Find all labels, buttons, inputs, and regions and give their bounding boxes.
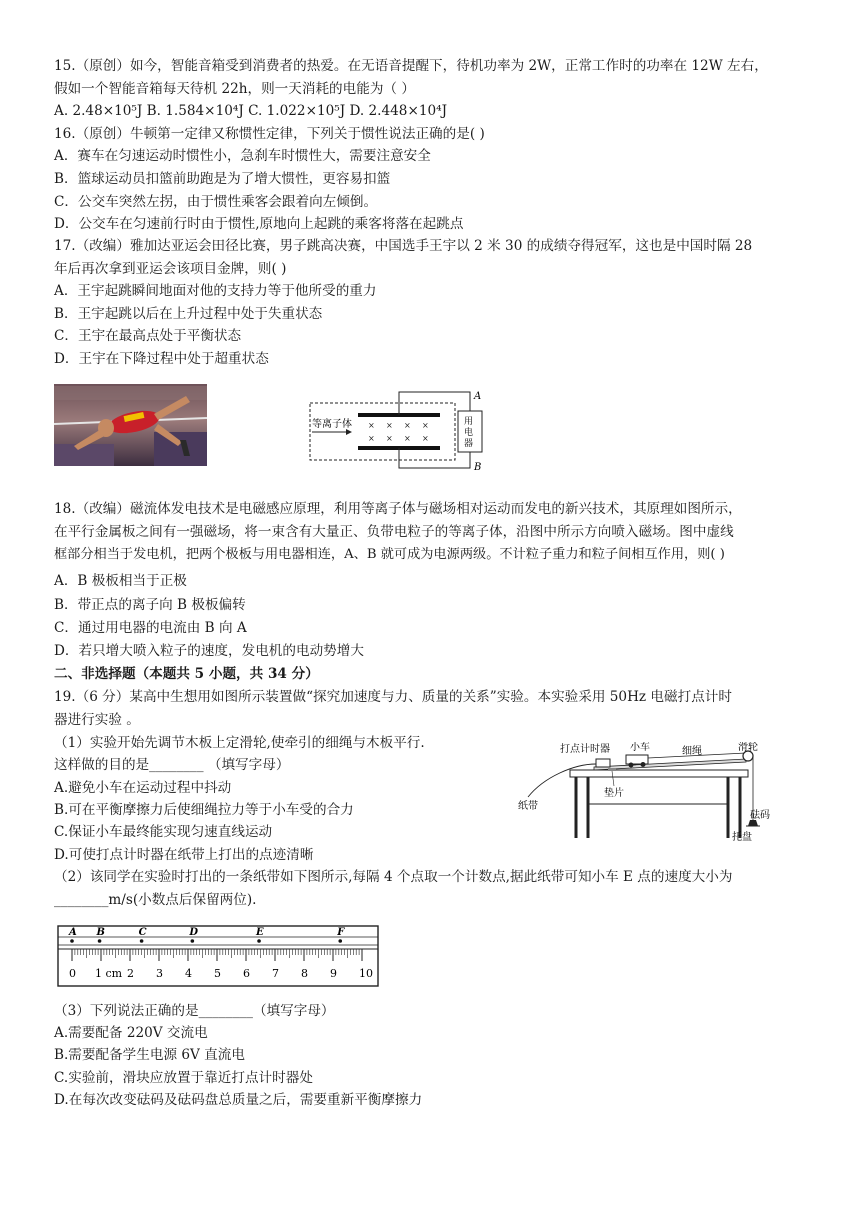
high-jump-photo [54, 384, 207, 466]
ruler-tick-label: 6 [243, 967, 250, 980]
q16-option-b: B．篮球运动员扣篮前助跑是为了增大惯性，更容易扣篮 [54, 171, 391, 187]
q19-part1-option-b: B.可在平衡摩擦力后使细绳拉力等于小车受的合力 [54, 802, 354, 818]
q19-part3-stem: （3）下列说法正确的是________（填写字母） [54, 1003, 335, 1019]
tape-point-label: D [189, 927, 199, 938]
tape-point-label: E [256, 927, 264, 938]
q16-option-a: A．赛车在匀速运动时惯性小，急刹车时惯性大，需要注意安全 [54, 148, 431, 164]
q18-line1: 18.（改编）磁流体发电技术是电磁感应原理，利用等离子体与磁场相对运动而发电的新兴技术，其原理如图所示， [54, 501, 742, 517]
q18-option-a: A．B 极板相当于正极 [54, 573, 187, 589]
q19-part2-line2: ________m/s(小数点后保留两位). [54, 892, 257, 908]
tape-point-label: A [69, 927, 77, 938]
ruler-tape-figure [56, 918, 386, 994]
q19-part1-line2: 这样做的目的是________ （填写字母） [54, 757, 290, 773]
ruler-tick-label: 3 [156, 967, 163, 980]
ruler-tick-label: 4 [185, 967, 192, 980]
cart-label: 小车 [630, 742, 650, 753]
q16-option-d: D．公交车在匀速前行时由于惯性,原地向上起跳的乘客将落在起跳点 [54, 216, 464, 232]
device-label-1: 用 [464, 417, 474, 427]
tape-dot [140, 939, 144, 943]
q17-option-b: B．王宇起跳以后在上升过程中处于失重状态 [54, 306, 323, 322]
q19-part3-option-d: D.在每次改变砝码及砝码盘总质量之后，需要重新平衡摩擦力 [54, 1092, 423, 1108]
pad-label: 垫片 [604, 788, 624, 799]
q19-part1-option-a: A.避免小车在运动过程中抖动 [54, 780, 232, 796]
q19-part3-option-c: C.实验前，滑块应放置于靠近打点计时器处 [54, 1070, 313, 1086]
plasma-label: 等离子体 [312, 419, 352, 430]
q19-part3-option-a: A.需要配备 220V 交流电 [54, 1025, 208, 1041]
pulley-label: 滑轮 [738, 742, 758, 753]
q18-option-d: D．若只增大喷入粒子的速度，发电机的电动势增大 [54, 643, 364, 659]
ruler-tick-label: 9 [330, 967, 337, 980]
q17-option-d: D．王宇在下降过程中处于超重状态 [54, 351, 269, 367]
device-label-3: 器 [464, 439, 474, 449]
field-cross: × [368, 434, 375, 443]
q15-options: A. 2.48×10⁵J B. 1.584×10⁴J C. 1.022×10⁵J D. 2.448×10⁴J [54, 103, 448, 119]
tape-label: 纸带 [518, 801, 538, 812]
string-label: 细绳 [682, 746, 702, 757]
q15-line2: 假如一个智能音箱每天待机 22h，则一天消耗的电能为（ ） [54, 81, 415, 97]
mhd-generator-figure [306, 388, 496, 476]
q19-part3-option-b: B.需要配备学生电源 6V 直流电 [54, 1047, 245, 1063]
field-cross: × [386, 434, 393, 443]
cart-experiment-figure [514, 742, 774, 848]
timer-label: 打点计时器 [560, 744, 610, 755]
ruler-tick-label: 10 [359, 967, 373, 980]
weight-label: 砝码 [750, 810, 770, 821]
q19-part1-line1: （1）实验开始先调节木板上定滑轮,使牵引的细绳与木板平行. [54, 735, 425, 751]
q18-line3: 框部分相当于发电机，把两个极板与用电器相连，A、B 就可成为电源两级。不计粒子重力和粒子间相互作用，则( ) [54, 547, 725, 562]
q18-option-b: B．带正点的离子向 B 极板偏转 [54, 597, 246, 613]
ruler-tick-label: 2 [127, 967, 134, 980]
ruler-tick-label: 5 [214, 967, 221, 980]
ruler-tick-label: 0 [69, 967, 76, 980]
q17-line2: 年后再次拿到亚运会该项目金牌，则( ) [54, 261, 287, 277]
tape-dot [257, 939, 261, 943]
ruler-tick-label: 8 [301, 967, 308, 980]
q17-option-c: C．王宇在最高点处于平衡状态 [54, 328, 242, 344]
ruler-tick-label: 7 [272, 967, 279, 980]
q16-stem: 16.（原创）牛顿第一定律又称惯性定律，下列关于惯性说法正确的是( ) [54, 126, 485, 142]
tape-dot [98, 939, 102, 943]
q19-part2-line1: （2）该同学在实验时打出的一条纸带如下图所示,每隔 4 个点取一个计数点,据此纸带可知小车 E 点的速度大小为 [54, 869, 733, 885]
tray-label: 托盘 [732, 832, 752, 843]
field-cross: × [368, 421, 375, 430]
field-cross: × [404, 434, 411, 443]
label-a: A [474, 391, 482, 402]
q19-part1-option-c: C.保证小车最终能实现匀速直线运动 [54, 824, 273, 840]
field-cross: × [386, 421, 393, 430]
q18-line2: 在平行金属板之间有一强磁场，将一束含有大量正、负带电粒子的等离子体，沿图中所示方向喷入磁场。图中虚线 [54, 524, 734, 540]
q19-line1: 19.（6 分）某高中生想用如图所示装置做“探究加速度与力、质量的关系”实验。本实验采用 50Hz 电磁打点计时 [54, 689, 732, 705]
field-cross: × [422, 434, 429, 443]
tape-point-label: C [138, 927, 147, 938]
tape-dot [70, 939, 74, 943]
q16-option-c: C．公交车突然左拐，由于惯性乘客会跟着向左倾倒。 [54, 194, 378, 210]
tape-dot [191, 939, 195, 943]
q19-line2: 器进行实验 。 [54, 712, 140, 728]
section-heading: 二、非选择题（本题共 5 小题，共 34 分） [54, 666, 319, 682]
device-label-2: 电 [464, 428, 474, 438]
label-b: B [474, 462, 482, 472]
q19-part1-option-d: D.可使打点计时器在纸带上打出的点迹清晰 [54, 847, 314, 863]
tape-dot [338, 939, 342, 943]
q15-line1: 15.（原创）如今，智能音箱受到消费者的热爱。在无语音提醒下，待机功率为 2W，正常工作时的功率在 12W 左右， [54, 58, 768, 74]
ruler-tick-label: 1 cm [95, 967, 123, 980]
tape-point-label: F [337, 927, 345, 938]
field-cross: × [404, 421, 411, 430]
field-cross: × [422, 421, 429, 430]
q17-line1: 17.（改编）雅加达亚运会田径比赛，男子跳高决赛，中国选手王宇以 2 米 30 的成绩夺得冠军，这也是中国时隔 28 [54, 238, 753, 254]
q18-option-c: C．通过用电器的电流由 B 向 A [54, 620, 247, 636]
q17-option-a: A．王宇起跳瞬间地面对他的支持力等于他所受的重力 [54, 283, 377, 299]
tape-point-label: B [96, 927, 106, 938]
